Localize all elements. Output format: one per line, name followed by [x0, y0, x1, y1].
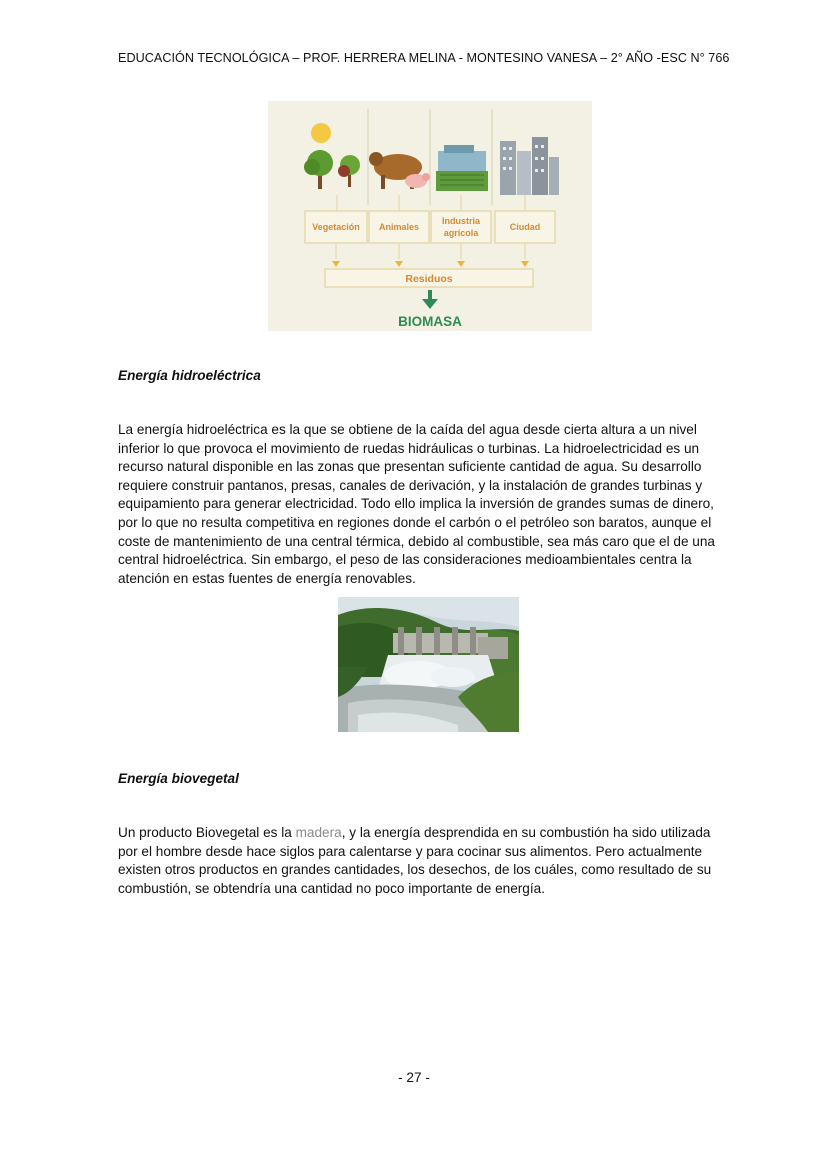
green-arrow-icon [422, 290, 438, 309]
text-line: La energía hidroeléctrica es la que se obtiene de la caída del agua desde cierta altura a un nivel [118, 422, 697, 437]
text-line: atención en estas fuentes de energía renovables. [118, 570, 416, 586]
section-title-biovegetal: Energía biovegetal [118, 771, 239, 786]
text-line: existen otros productos en grandes cantidades, los desechos, de los cuáles, como resultado de su [118, 862, 712, 878]
text-line: equipamiento para generar electricidad. Todo ello implica la inversión de grandes sumas de dinero, [118, 496, 714, 512]
biomass-diagram [268, 101, 592, 331]
paragraph-hydroelectric [118, 421, 718, 588]
category-industria-line2: agrícola [443, 228, 479, 238]
text-line: recurso natural disponible en las zonas que presentan suficiente cantidad de agua. Su desarrollo [118, 459, 702, 475]
industry-icon [436, 145, 488, 191]
text-line: requiere construir pantanos, presas, canales de derivación, y la instalación de grandes turbinas y [118, 477, 703, 493]
text-line: coste de mantenimiento de una central térmica, debido al combustible, sea más caro que el de una [118, 533, 715, 549]
text-line: por lo que no resulta competitiva en regiones donde el carbón o el petróleo son baratos, aunque el [118, 514, 712, 530]
paragraph-biovegetal [118, 824, 718, 898]
city-icon [500, 137, 559, 195]
section-title-hydroelectric: Energía hidroeléctrica [118, 368, 261, 383]
text-segment: Un producto Biovegetal es la [118, 825, 296, 840]
text-line: inferior lo que provoca el movimiento de ruedas hidráulicas o turbinas. La hidroelectricidad es un [118, 440, 700, 456]
biomasa-label: BIOMASA [398, 314, 462, 329]
madera-link[interactable]: madera [295, 825, 342, 840]
category-vegetacion: Vegetación [312, 222, 360, 232]
category-ciudad: Ciudad [509, 222, 541, 232]
page-header: EDUCACIÓN TECNOLÓGICA – PROF. HERRERA MELINA - MONTESINO VANESA – 2° AÑO -ESC N° 766 [118, 51, 730, 65]
text-line: por el hombre desde hace siglos para calentarse y para cocinar sus alimentos. Pero actualmente [118, 843, 703, 859]
category-animales: Animales [378, 222, 420, 232]
dam-photo [338, 597, 519, 732]
text-line: central hidroeléctrica. Sin embargo, el peso de las consideraciones medioambientales centra la [118, 552, 692, 568]
sun-icon [311, 123, 331, 143]
text-segment: , y la energía desprendida en su combustión ha sido utilizada [341, 825, 711, 840]
page-number: - 27 - [398, 1070, 430, 1085]
down-arrow-icons [332, 261, 529, 267]
text-line [118, 824, 718, 843]
animals-icon [369, 152, 430, 189]
category-industria-line1: Industria [441, 216, 481, 226]
residuos-label: Residuos [405, 273, 453, 285]
text-line: combustión, se obtendría una cantidad no poco importante de energía. [118, 880, 545, 896]
trees-icon [304, 150, 360, 189]
